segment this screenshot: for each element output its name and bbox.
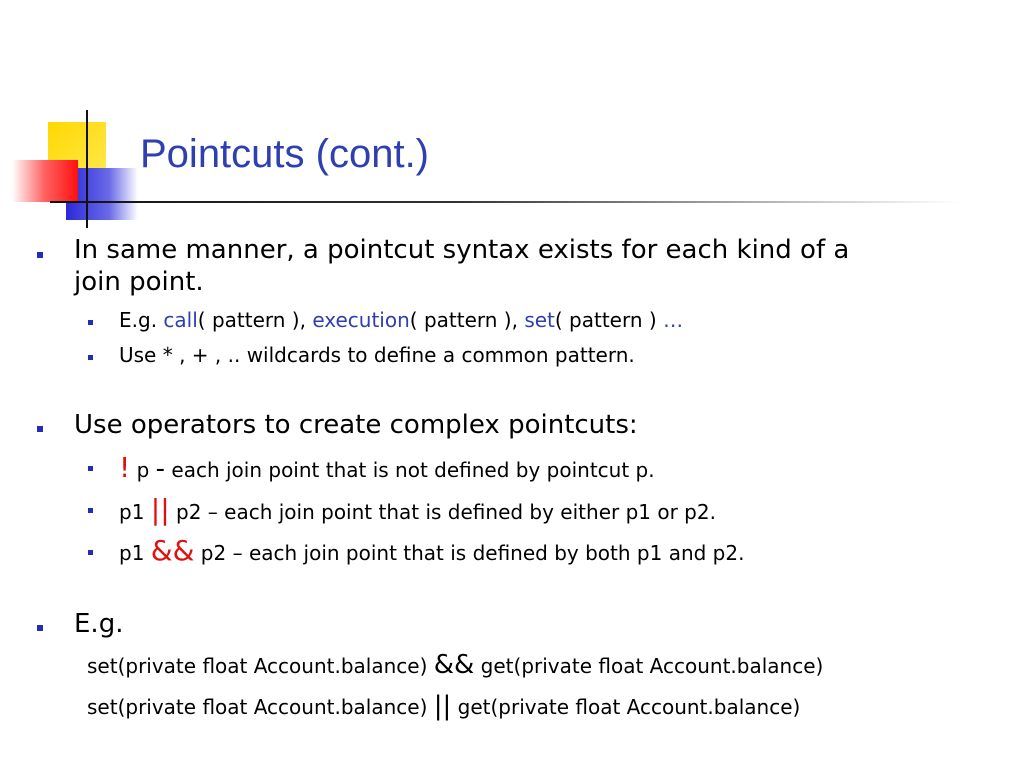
operator-not: ! [119,451,131,484]
bullet-1-sub-2: Use * , + , .. wildcards to define a common pattern. [119,343,635,367]
operator-description: p2 – each join point that is defined by either p1 or p2. [169,500,716,524]
example-right: get(private float Account.balance) [474,654,824,678]
bullet-marker [37,252,43,258]
sub-bullet-marker [88,550,93,555]
operator-dash: - [155,454,166,484]
slide-logo [0,0,140,230]
operator-description: each join point that is not defined by pointcut p. [165,458,655,482]
operand-p1: p1 [119,541,151,565]
pattern-text-2: ( pattern ), [409,308,525,332]
bullet-2-text: Use operators to create complex pointcuts: [74,410,638,440]
example-right: get(private float Account.balance) [451,695,801,719]
bullet-marker [37,625,43,631]
pattern-text-3: ( pattern ) [554,308,664,332]
bullet-1-line-1: In same manner, a pointcut syntax exists for each kind of a [74,235,850,265]
sub-bullet-marker [88,320,93,325]
example-left: set(private float Account.balance) [87,695,434,719]
bullet-3-text: E.g. [74,609,124,639]
example-operator-or: || [433,691,452,721]
bullet-2-sub-2 [119,493,716,526]
eg-prefix: E.g. [119,308,164,332]
example-line-2 [87,693,800,719]
title-divider [50,201,960,203]
bullet-1-line-2: join point. [74,267,204,297]
operator-prefix: p [130,458,156,482]
keyword-execution: execution [312,308,410,332]
operator-and: && [150,534,195,567]
bullet-marker [37,426,43,432]
operand-p1: p1 [119,500,151,524]
operator-or: || [150,493,170,526]
operator-description: p2 – each join point that is defined by both p1 and p2. [194,541,745,565]
slide-title: Pointcuts (cont.) [140,132,430,176]
example-line-1 [87,652,823,678]
sub-bullet-marker [88,466,93,471]
pattern-text-1: ( pattern ), [197,308,313,332]
bullet-2-sub-3 [119,534,745,567]
bullet-2-sub-1 [119,451,655,484]
example-operator-and: && [433,650,475,680]
sub-bullet-marker [88,355,93,360]
example-left: set(private float Account.balance) [87,654,434,678]
sub-bullet-marker [88,508,93,513]
ellipsis: … [663,308,684,332]
keyword-call: call [163,308,198,332]
keyword-set: set [524,308,555,332]
bullet-1-sub-1 [119,310,683,330]
